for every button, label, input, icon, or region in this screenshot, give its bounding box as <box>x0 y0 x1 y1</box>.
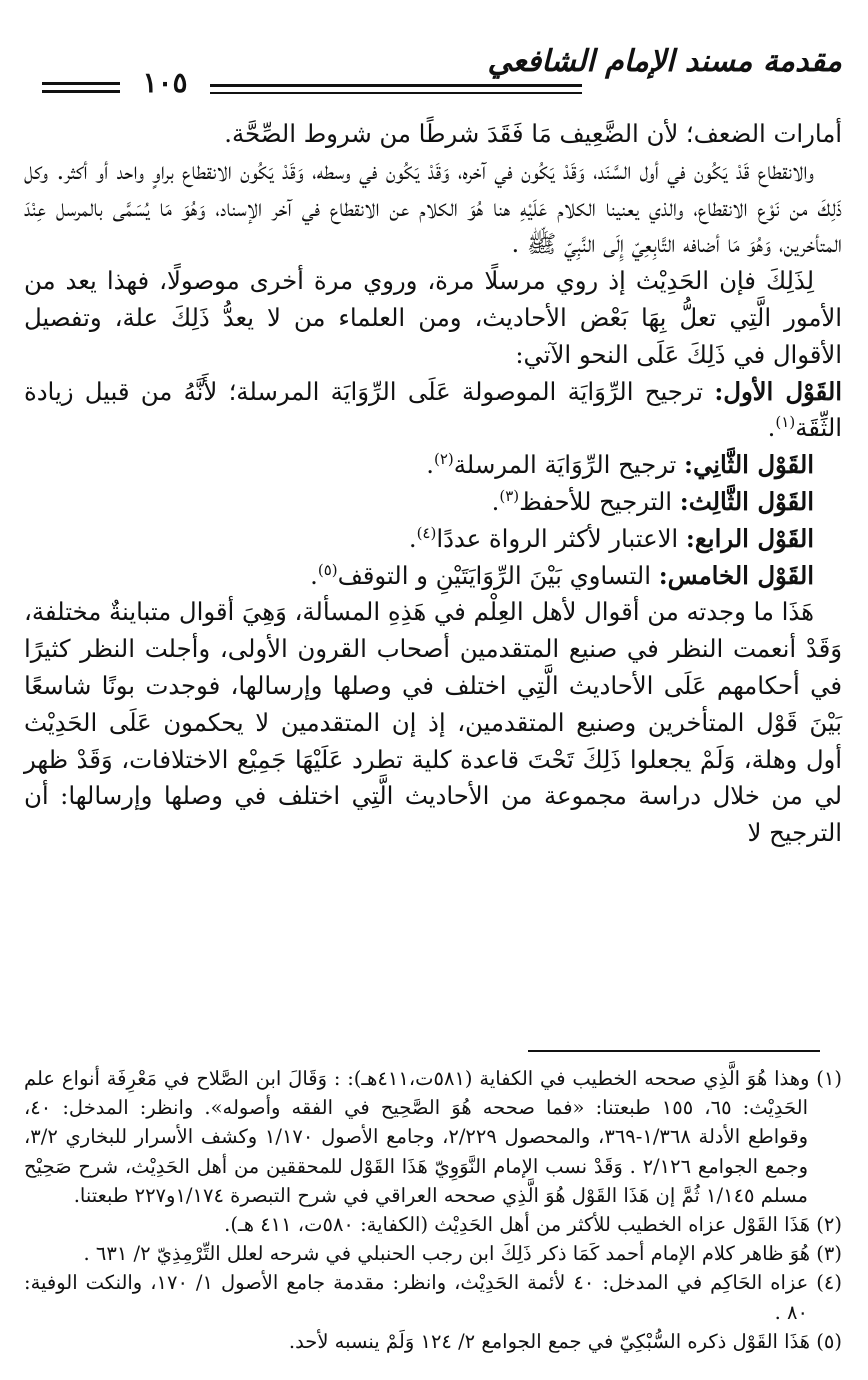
footnote-ref: (٥) <box>317 560 338 579</box>
running-title: مقدمة مسند الإمام الشافعي <box>487 44 842 79</box>
opinion-label: القَوْل الثَّالِث: <box>679 486 814 516</box>
page-header <box>42 40 842 100</box>
paragraph: لِذَلِكَ فإن الحَدِيْث إذ روي مرسلًا مرة، وروي مرة أخرى موصولًا، فهذا يعد من الأمور الَّتِي تعلُّ بِهَا بَعْض الأحاديث، ومن العلماء من لا يعدُّ ذَلِكَ علة، وتفصيل الأقوال في ذَلِكَ عَلَى النحو الآتي: <box>24 266 842 369</box>
header-rule <box>42 82 120 85</box>
paragraph: والانقطاع قَدْ يَكُون في أول السَّنَد، وَقَدْ يَكُون في آخره، وَقَدْ يَكُون في وسطه، وَقَدْ يَكُون الانقطاع براوٍ واحد أو أكثر. وكل ذَلِكَ من نَوْع الانقطاع، والذي يعنينا الكلام عَلَيْهِ هنا هُوَ الكلام عن الانقطاع في آخر الإسناد، وَهُوَ مَا يُسَمَّى بالمرسل عِنْدَ المتأخرين، وَهُوَ مَا أضافه التَّابِعِيّ إِلَى النَّبِيّ ﷺ . <box>24 155 842 259</box>
opinion-item: القَوْل الثَّانِي: ترجيح الرِّوَايَة المرسلة$^{(٢)}$. <box>426 450 814 480</box>
opinion-text: التساوي بَيْنَ الرِّوَايَتَيْنِ و التوقف <box>337 560 659 590</box>
footnote: (٤) عزاه الحَاكِم في المدخل: ٤٠ لأئمة الحَدِيْث، وانظر: مقدمة جامع الأصول ١/ ١٧٠، والنكت الوفية: ٨٠ . <box>24 1271 842 1324</box>
paragraph: هَذَا ما وجدته من أقوال لأهل العِلْم في هَذِهِ المسألة، وَهِيَ أقوال متباينةٌ مختلفة، وَقَدْ أنعمت النظر في صنيع المتقدمين أصحاب القرون الأولى، وأجلت النظر كثيرًا في أحكامهم عَلَى الأحاديث الَّتِي اختلف في وصلها وإرسالها، فوجدت بونًا شاسعًا بَيْنَ قَوْل المتأخرين وصنيع المتقدمين، إذ إن المتقدمين لا يحكمون عَلَى الحَدِيْث أول وهلة، وَلَمْ يجعلوا ذَلِكَ تَحْتَ قاعدة كلية تطرد عَلَيْهَا جَمِيْع الاختلافات، وَقَدْ ظهر لي من خلال دراسة مجموعة من الأحاديث الَّتِي اختلف في وصلها وإرسالها: أن الترجيح لا <box>24 597 842 848</box>
footnote: (١) وهذا هُوَ الَّذِي صححه الخطيب في الكفاية (٥٨١ت،٤١١هـ): : وَقَالَ ابن الصَّلاح في مَعْرِفَة أنواع علم الحَدِيْث: ٦٥، ١٥٥ طبعتنا: «فما صححه هُوَ الصَّحِيح في الفقه وأصوله». وانظر: المدخل: ٤٠، وقواطع الأدلة ١/٣٦٨-٣٦٩، والمحصول ٢/٢٢٩، وجامع الأصول ١/١٧٠ وكشف الأسرار للبخاري ٣/٢، وجمع الجوامع ٢/١٢٦ . وَقَدْ نسب الإمام النَّوَوِيّ هَذَا القَوْل للمحققين من أهل الحَدِيْث، شرح صَحِيْح مسلم ١/١٤٥ ثُمَّ إن هَذَا القَوْل هُوَ الَّذِي صححه العراقي في شرح التبصرة ١/١٧٤و٢٢٧ طبعتنا. <box>24 1067 842 1207</box>
main-text <box>24 116 842 852</box>
opinion-item: القَوْل الأول: ترجيح الرِّوَايَة الموصولة عَلَى الرِّوَايَة المرسلة؛ لأَنَّهُ من قبيل زيادة الثِّقَة$^{(١)}$. <box>24 376 843 443</box>
footnote-ref: (٣) <box>499 486 520 505</box>
footnotes <box>24 1064 842 1356</box>
header-rule <box>42 90 120 93</box>
opinion-text: الترجيح للأحفظ <box>519 486 680 516</box>
header-rule <box>210 92 582 94</box>
opinion-label: القَوْل الرابع: <box>685 523 814 553</box>
footnote: (٢) هَذَا القَوْل عزاه الخطيب للأكثر من أهل الحَدِيْث (الكفاية: ٥٨٠ت، ٤١١ هـ). <box>224 1213 842 1237</box>
opinion-item: القَوْل الثَّالِث: الترجيح للأحفظ$^{(٣)}$. <box>491 486 814 516</box>
footnote-separator <box>528 1050 820 1052</box>
footnote: (٣) هُوَ ظاهر كلام الإمام أحمد كَمَا ذكر ذَلِكَ ابن رجب الحنبلي في شرحه لعلل التِّرْمِذِيّ ٢/ ٦٣١ . <box>83 1242 842 1266</box>
footnote-ref: (٤) <box>416 523 437 542</box>
opinion-label: القَوْل الخامس: <box>658 560 814 590</box>
opinion-item: القَوْل الرابع: الاعتبار لأكثر الرواة عددًا$^{(٤)}$. <box>408 523 814 553</box>
paragraph: أمارات الضعف؛ لأن الضَّعِيف مَا فَقَدَ شرطًا من شروط الصِّحَّة. <box>224 119 842 148</box>
opinion-label: القَوْل الأول: <box>714 376 843 406</box>
footnote-ref: (٢) <box>433 450 454 469</box>
opinion-text: ترجيح الرِّوَايَة المرسلة <box>453 450 685 480</box>
header-rule <box>210 84 582 87</box>
opinion-item: القَوْل الخامس: التساوي بَيْنَ الرِّوَايَتَيْنِ و التوقف$^{(٥)}$. <box>310 560 814 590</box>
opinion-label: القَوْل الثَّانِي: <box>684 450 814 480</box>
footnote: (٥) هَذَا القَوْل ذكره السُّبْكِيّ في جمع الجوامع ٢/ ١٢٤ وَلَمْ ينسبه لأحد. <box>288 1329 842 1353</box>
opinion-text: ترجيح الرِّوَايَة الموصولة عَلَى الرِّوَايَة المرسلة؛ لأَنَّهُ من قبيل زيادة الثِّقَة <box>24 376 842 443</box>
opinion-text: الاعتبار لأكثر الرواة عددًا <box>436 523 686 553</box>
footnote-ref: (١) <box>775 413 796 432</box>
page-number: ١٠٥ <box>142 66 188 99</box>
